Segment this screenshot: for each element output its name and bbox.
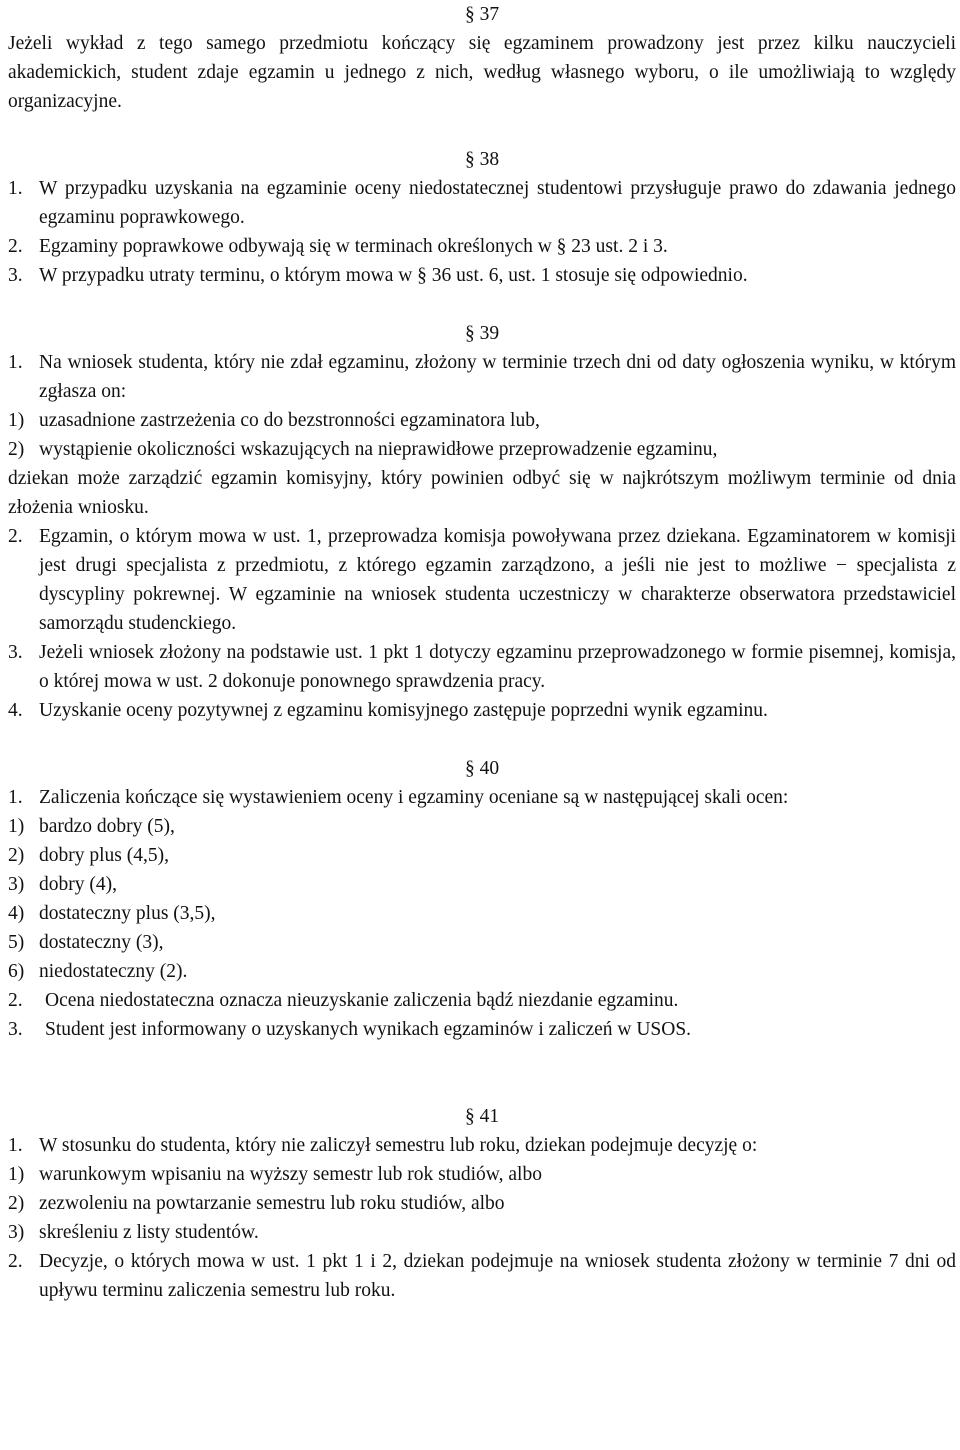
section-39-item-1-tail: dziekan może zarządzić egzamin komisyjny, który powinien odbyć się w najkrótszym możliwym terminie od dnia złożenia wniosku.: [8, 468, 956, 518]
section-heading-39: § 39: [464, 323, 500, 344]
section-38-item-1: [8, 174, 956, 232]
grade-text: dostateczny (3),: [39, 932, 164, 953]
item-text: Na wniosek studenta, który nie zdał egzaminu, złożony w terminie trzech dni od daty ogłoszenia wyniku, w którym zgłasza on:: [39, 352, 956, 402]
section-41-item-2: [8, 1247, 956, 1305]
grade-number: 5): [8, 932, 25, 953]
section-heading-37: § 37: [464, 4, 500, 25]
sub-number: 2): [8, 439, 25, 460]
section-38-item-3: [8, 261, 956, 290]
item-number: 1.: [8, 178, 23, 199]
spacer: [8, 1044, 956, 1102]
grade-number: 1): [8, 816, 25, 837]
grade-item: [8, 928, 956, 957]
spacer: [8, 290, 956, 319]
sub-number: 2): [8, 1193, 25, 1214]
sub-text: skreśleniu z listy studentów.: [39, 1222, 259, 1243]
sub-text: warunkowym wpisaniu na wyższy semestr lub rok studiów, albo: [39, 1164, 542, 1185]
section-41-sub-1: [8, 1160, 956, 1189]
grade-item: [8, 841, 956, 870]
grade-item: [8, 870, 956, 899]
sub-text: wystąpienie okoliczności wskazujących na nieprawidłowe przeprowadzenie egzaminu,: [39, 439, 718, 460]
document-page: [8, 0, 956, 1305]
item-number: 1.: [8, 352, 23, 373]
grade-number: 2): [8, 845, 25, 866]
section-39-item-4: [8, 696, 956, 725]
item-text: Uzyskanie oceny pozytywnej z egzaminu komisyjnego zastępuje poprzedni wynik egzaminu.: [39, 700, 768, 721]
section-heading-41: § 41: [464, 1106, 500, 1127]
item-number: 3.: [8, 642, 23, 663]
sub-number: 1): [8, 410, 25, 431]
section-41-sub-2: [8, 1189, 956, 1218]
section-40-item-1: [8, 783, 956, 812]
section-heading-38: § 38: [464, 149, 500, 170]
item-text: Student jest informowany o uzyskanych wynikach egzaminów i zaliczeń w USOS.: [45, 1019, 692, 1040]
grade-text: dobry plus (4,5),: [39, 845, 169, 866]
sub-number: 3): [8, 1222, 25, 1243]
item-text: Decyzje, o których mowa w ust. 1 pkt 1 i 2, dziekan podejmuje na wniosek studenta złożony w terminie 7 dni od upływu terminu zaliczenia semestru lub roku.: [39, 1251, 956, 1301]
section-38-item-2: [8, 232, 956, 261]
item-text: Ocena niedostateczna oznacza nieuzyskanie zaliczenia bądź niezdanie egzaminu.: [45, 990, 679, 1011]
grade-text: niedostateczny (2).: [39, 961, 188, 982]
grade-text: dobry (4),: [39, 874, 117, 895]
item-number: 4.: [8, 700, 23, 721]
item-number: 2.: [8, 236, 23, 257]
grade-item: [8, 957, 956, 986]
item-number: 3.: [8, 265, 23, 286]
section-39-item-1: [8, 348, 956, 406]
item-number: 2.: [8, 990, 23, 1011]
section-39-item-2: [8, 522, 956, 638]
sub-text: uzasadnione zastrzeżenia co do bezstronności egzaminatora lub,: [39, 410, 540, 431]
item-number: 2.: [8, 526, 23, 547]
item-text: Jeżeli wniosek złożony na podstawie ust. 1 pkt 1 dotyczy egzaminu przeprowadzonego w formie pisemnej, komisja, o której mowa w ust. 2 dokonuje ponownego sprawdzenia pracy.: [39, 642, 956, 692]
section-39-sub-1: [8, 406, 956, 435]
item-text: Egzamin, o którym mowa w ust. 1, przeprowadza komisja powoływana przez dziekana. Egzaminatorem w komisji jest drugi specjalista z przedmiotu, z którego egzamin zarządzono, a jeśli nie jest to możliwe − specjalista z dyscypliny pokrewnej. W egzaminie na wniosek studenta uczestniczy w charakterze obserwatora przedstawiciel samorządu studenckiego.: [39, 526, 956, 634]
section-37-text: Jeżeli wykład z tego samego przedmiotu kończący się egzaminem prowadzony jest przez kilku nauczycieli akademickich, student zdaje egzamin u jednego z nich, według własnego wyboru, o ile umożliwiają to względy organizacyjne.: [8, 33, 956, 112]
section-40-item-3: [8, 1015, 956, 1044]
grade-number: 4): [8, 903, 25, 924]
item-number: 2.: [8, 1251, 23, 1272]
grade-item: [8, 812, 956, 841]
item-number: 1.: [8, 1135, 23, 1156]
section-41-item-1: [8, 1131, 956, 1160]
item-text: Egzaminy poprawkowe odbywają się w terminach określonych w § 23 ust. 2 i 3.: [39, 236, 668, 257]
spacer: [8, 725, 956, 754]
grade-text: bardzo dobry (5),: [39, 816, 175, 837]
grade-text: dostateczny plus (3,5),: [39, 903, 216, 924]
section-39-item-3: [8, 638, 956, 696]
item-number: 3.: [8, 1019, 23, 1040]
sub-text: zezwoleniu na powtarzanie semestru lub roku studiów, albo: [39, 1193, 505, 1214]
grade-number: 3): [8, 874, 25, 895]
section-41-sub-3: [8, 1218, 956, 1247]
section-39-sub-2: [8, 435, 956, 464]
spacer: [8, 116, 956, 145]
grade-number: 6): [8, 961, 25, 982]
sub-number: 1): [8, 1164, 25, 1185]
item-number: 1.: [8, 787, 23, 808]
grade-item: [8, 899, 956, 928]
section-heading-40: § 40: [464, 758, 500, 779]
section-40-item-2: [8, 986, 956, 1015]
item-text: W stosunku do studenta, który nie zaliczył semestru lub roku, dziekan podejmuje decyzję o:: [39, 1135, 758, 1156]
item-text: W przypadku utraty terminu, o którym mowa w § 36 ust. 6, ust. 1 stosuje się odpowiednio.: [39, 265, 748, 286]
item-text: W przypadku uzyskania na egzaminie oceny niedostatecznej studentowi przysługuje prawo do zdawania jednego egzaminu poprawkowego.: [39, 178, 956, 228]
item-text: Zaliczenia kończące się wystawieniem oceny i egzaminy oceniane są w następującej skali ocen:: [39, 787, 789, 808]
